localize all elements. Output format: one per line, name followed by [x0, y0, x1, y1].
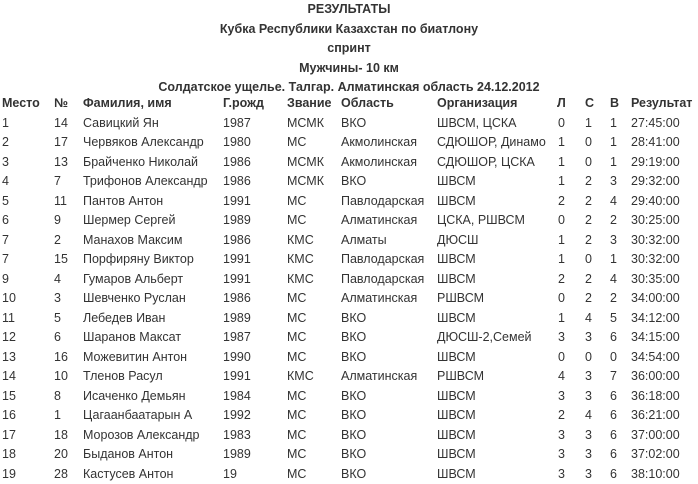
cell-penalty-prone: 0 — [558, 289, 565, 309]
cell-place: 7 — [2, 231, 9, 251]
cell-penalty-total: 6 — [610, 406, 617, 426]
table-row — [0, 133, 698, 153]
cell-bib: 3 — [54, 289, 61, 309]
table-header-row — [0, 94, 698, 114]
cell-rank: КМС — [287, 367, 314, 387]
cell-name: Червяков Александр — [83, 133, 204, 153]
cell-organization: ШВСМ — [437, 387, 476, 407]
cell-region: ВКО — [341, 114, 366, 134]
cell-penalty-total: 7 — [610, 367, 617, 387]
column-header-result-time: Результат — [631, 94, 692, 114]
table-row — [0, 211, 698, 231]
cell-organization: СДЮШОР, Динамо — [437, 133, 546, 153]
cell-rank: МС — [287, 289, 306, 309]
cell-bib: 2 — [54, 231, 61, 251]
cell-result-time: 29:40:00 — [631, 192, 680, 212]
cell-penalty-standing: 3 — [585, 367, 592, 387]
cell-penalty-standing: 4 — [585, 309, 592, 329]
table-row — [0, 387, 698, 407]
cell-penalty-prone: 3 — [558, 445, 565, 465]
cell-birth-year: 1990 — [223, 348, 251, 368]
cell-birth-year: 1980 — [223, 133, 251, 153]
cell-name: Шаранов Максат — [83, 328, 181, 348]
cell-penalty-prone: 2 — [558, 270, 565, 290]
table-row — [0, 231, 698, 251]
cell-region: Алматинская — [341, 211, 417, 231]
cell-region: Акмолинская — [341, 133, 417, 153]
cell-birth-year: 1989 — [223, 445, 251, 465]
cell-penalty-prone: 1 — [558, 250, 565, 270]
cell-organization: ШВСМ — [437, 465, 476, 484]
cell-penalty-total: 1 — [610, 133, 617, 153]
cell-organization: РШВСМ — [437, 367, 484, 387]
cell-organization: ШВСМ — [437, 192, 476, 212]
cell-penalty-standing: 2 — [585, 192, 592, 212]
cell-penalty-prone: 3 — [558, 328, 565, 348]
cell-penalty-prone: 1 — [558, 309, 565, 329]
table-row — [0, 153, 698, 173]
cell-result-time: 30:32:00 — [631, 231, 680, 251]
cell-penalty-standing: 3 — [585, 387, 592, 407]
cell-name: Тленов Расул — [83, 367, 163, 387]
table-row — [0, 328, 698, 348]
column-header-penalty-prone: Л — [557, 94, 566, 114]
cell-bib: 11 — [54, 192, 67, 212]
cell-birth-year: 1991 — [223, 270, 251, 290]
cell-penalty-standing: 2 — [585, 270, 592, 290]
cell-bib: 28 — [54, 465, 68, 484]
cell-place: 1 — [2, 114, 9, 134]
cell-birth-year: 1984 — [223, 387, 251, 407]
cell-penalty-standing: 4 — [585, 406, 592, 426]
cell-birth-year: 1991 — [223, 367, 251, 387]
event-name: Кубка Республики Казахстан по биатлону — [0, 20, 698, 40]
cell-result-time: 36:18:00 — [631, 387, 680, 407]
cell-penalty-total: 2 — [610, 211, 617, 231]
cell-bib: 20 — [54, 445, 68, 465]
cell-region: ВКО — [341, 426, 366, 446]
cell-region: Алматы — [341, 231, 387, 251]
cell-penalty-standing: 2 — [585, 289, 592, 309]
cell-result-time: 38:10:00 — [631, 465, 680, 484]
cell-result-time: 30:35:00 — [631, 270, 680, 290]
cell-birth-year: 1991 — [223, 250, 251, 270]
cell-place: 11 — [2, 309, 15, 329]
cell-penalty-prone: 1 — [558, 133, 565, 153]
column-header-region: Область — [341, 94, 394, 114]
cell-birth-year: 1987 — [223, 114, 251, 134]
cell-result-time: 37:02:00 — [631, 445, 680, 465]
cell-rank: МС — [287, 328, 306, 348]
cell-rank: МС — [287, 426, 306, 446]
cell-result-time: 34:00:00 — [631, 289, 680, 309]
cell-rank: КМС — [287, 250, 314, 270]
cell-place: 10 — [2, 289, 16, 309]
column-header-name: Фамилия, имя — [83, 94, 172, 114]
cell-penalty-standing: 2 — [585, 172, 592, 192]
cell-penalty-standing: 3 — [585, 426, 592, 446]
cell-result-time: 29:19:00 — [631, 153, 680, 173]
column-header-rank: Звание — [287, 94, 332, 114]
cell-birth-year: 19 — [223, 465, 237, 484]
cell-penalty-prone: 0 — [558, 348, 565, 368]
cell-bib: 5 — [54, 309, 61, 329]
cell-penalty-total: 4 — [610, 270, 617, 290]
cell-place: 19 — [2, 465, 16, 484]
cell-place: 6 — [2, 211, 9, 231]
cell-penalty-prone: 3 — [558, 387, 565, 407]
cell-organization: ШВСМ — [437, 445, 476, 465]
cell-penalty-prone: 1 — [558, 153, 565, 173]
cell-penalty-prone: 1 — [558, 231, 565, 251]
cell-bib: 13 — [54, 153, 68, 173]
cell-rank: МСМК — [287, 172, 324, 192]
cell-penalty-standing: 3 — [585, 328, 592, 348]
cell-rank: МС — [287, 133, 306, 153]
cell-result-time: 29:32:00 — [631, 172, 680, 192]
cell-name: Быданов Антон — [83, 445, 173, 465]
column-header-place: Место — [2, 94, 40, 114]
cell-penalty-standing: 0 — [585, 250, 592, 270]
cell-bib: 17 — [54, 133, 68, 153]
cell-birth-year: 1986 — [223, 172, 251, 192]
cell-place: 17 — [2, 426, 16, 446]
cell-name: Цагаанбаатарын А — [83, 406, 192, 426]
cell-birth-year: 1989 — [223, 309, 251, 329]
table-row — [0, 445, 698, 465]
cell-penalty-total: 3 — [610, 231, 617, 251]
cell-bib: 10 — [54, 367, 68, 387]
cell-name: Порфиряну Виктор — [83, 250, 194, 270]
cell-penalty-standing: 0 — [585, 348, 592, 368]
cell-name: Гумаров Альберт — [83, 270, 183, 290]
cell-rank: МС — [287, 348, 306, 368]
table-row — [0, 465, 698, 484]
cell-birth-year: 1986 — [223, 289, 251, 309]
cell-region: ВКО — [341, 445, 366, 465]
page-title: РЕЗУЛЬТАТЫ — [0, 0, 698, 20]
cell-penalty-total: 1 — [610, 114, 617, 134]
category: Мужчины- 10 км — [0, 59, 698, 79]
cell-bib: 15 — [54, 250, 68, 270]
cell-region: ВКО — [341, 328, 366, 348]
cell-region: ВКО — [341, 348, 366, 368]
cell-penalty-total: 6 — [610, 445, 617, 465]
table-row — [0, 270, 698, 290]
cell-region: ВКО — [341, 406, 366, 426]
table-row — [0, 250, 698, 270]
cell-penalty-prone: 2 — [558, 192, 565, 212]
cell-name: Лебедев Иван — [83, 309, 165, 329]
cell-region: Акмолинская — [341, 153, 417, 173]
cell-bib: 18 — [54, 426, 68, 446]
cell-name: Савицкий Ян — [83, 114, 159, 134]
cell-region: Павлодарская — [341, 270, 424, 290]
cell-birth-year: 1986 — [223, 153, 251, 173]
table-row — [0, 367, 698, 387]
cell-penalty-prone: 3 — [558, 426, 565, 446]
cell-organization: ШВСМ — [437, 250, 476, 270]
cell-penalty-prone: 1 — [558, 172, 565, 192]
cell-birth-year: 1992 — [223, 406, 251, 426]
cell-result-time: 36:21:00 — [631, 406, 680, 426]
cell-rank: МС — [287, 309, 306, 329]
cell-penalty-total: 1 — [610, 250, 617, 270]
cell-penalty-standing: 1 — [585, 114, 592, 134]
cell-penalty-prone: 0 — [558, 211, 565, 231]
column-header-birth-year: Г.рожд — [223, 94, 264, 114]
cell-place: 18 — [2, 445, 16, 465]
cell-place: 2 — [2, 133, 9, 153]
cell-organization: ШВСМ — [437, 406, 476, 426]
cell-penalty-total: 6 — [610, 426, 617, 446]
cell-penalty-standing: 0 — [585, 133, 592, 153]
results-header — [0, 0, 698, 98]
cell-place: 3 — [2, 153, 9, 173]
cell-place: 9 — [2, 270, 9, 290]
cell-place: 12 — [2, 328, 16, 348]
cell-organization: СДЮШОР, ЦСКА — [437, 153, 535, 173]
cell-place: 5 — [2, 192, 9, 212]
cell-penalty-total: 0 — [610, 348, 617, 368]
cell-place: 15 — [2, 387, 16, 407]
column-header-organization: Организация — [437, 94, 517, 114]
cell-region: ВКО — [341, 387, 366, 407]
table-row — [0, 426, 698, 446]
cell-organization: ШВСМ — [437, 309, 476, 329]
cell-organization: ЦСКА, РШВСМ — [437, 211, 525, 231]
cell-penalty-prone: 0 — [558, 114, 565, 134]
cell-penalty-total: 5 — [610, 309, 617, 329]
cell-result-time: 27:45:00 — [631, 114, 680, 134]
cell-region: ВКО — [341, 309, 366, 329]
cell-place: 4 — [2, 172, 9, 192]
cell-rank: МС — [287, 465, 306, 484]
cell-name: Кастусев Антон — [83, 465, 173, 484]
cell-penalty-total: 4 — [610, 192, 617, 212]
cell-result-time: 34:15:00 — [631, 328, 680, 348]
cell-birth-year: 1991 — [223, 192, 251, 212]
location-date: Солдатское ущелье. Талгар. Алматинская область 24.12.2012 — [0, 78, 698, 98]
cell-bib: 1 — [54, 406, 61, 426]
cell-region: ВКО — [341, 172, 366, 192]
cell-place: 7 — [2, 250, 9, 270]
table-row — [0, 172, 698, 192]
cell-penalty-standing: 0 — [585, 153, 592, 173]
cell-rank: КМС — [287, 231, 314, 251]
cell-penalty-standing: 2 — [585, 211, 592, 231]
cell-bib: 6 — [54, 328, 61, 348]
cell-result-time: 30:32:00 — [631, 250, 680, 270]
table-row — [0, 406, 698, 426]
cell-rank: МС — [287, 211, 306, 231]
cell-organization: ШВСМ, ЦСКА — [437, 114, 517, 134]
cell-rank: МС — [287, 192, 306, 212]
table-row — [0, 192, 698, 212]
cell-result-time: 37:00:00 — [631, 426, 680, 446]
cell-penalty-prone: 3 — [558, 465, 565, 484]
cell-penalty-prone: 4 — [558, 367, 565, 387]
cell-organization: ШВСМ — [437, 270, 476, 290]
cell-name: Исаченко Демьян — [83, 387, 186, 407]
table-row — [0, 309, 698, 329]
cell-rank: КМС — [287, 270, 314, 290]
cell-place: 14 — [2, 367, 16, 387]
cell-name: Манахов Максим — [83, 231, 182, 251]
cell-bib: 14 — [54, 114, 68, 134]
cell-birth-year: 1989 — [223, 211, 251, 231]
cell-name: Пантов Антон — [83, 192, 163, 212]
cell-name: Трифонов Александр — [83, 172, 208, 192]
cell-penalty-standing: 2 — [585, 231, 592, 251]
cell-penalty-total: 6 — [610, 465, 617, 484]
cell-rank: МС — [287, 406, 306, 426]
cell-penalty-standing: 3 — [585, 445, 592, 465]
table-row — [0, 289, 698, 309]
cell-organization: ДЮСШ — [437, 231, 478, 251]
column-header-penalty-total: В — [610, 94, 619, 114]
table-row — [0, 114, 698, 134]
cell-penalty-total: 6 — [610, 328, 617, 348]
cell-rank: МС — [287, 387, 306, 407]
cell-name: Можевитин Антон — [83, 348, 187, 368]
discipline: спринт — [0, 39, 698, 59]
cell-region: Алматинская — [341, 289, 417, 309]
cell-penalty-prone: 2 — [558, 406, 565, 426]
cell-penalty-total: 6 — [610, 387, 617, 407]
cell-birth-year: 1983 — [223, 426, 251, 446]
cell-bib: 4 — [54, 270, 61, 290]
cell-name: Шевченко Руслан — [83, 289, 186, 309]
cell-name: Морозов Александр — [83, 426, 199, 446]
cell-organization: РШВСМ — [437, 289, 484, 309]
column-header-penalty-standing: С — [585, 94, 594, 114]
cell-organization: ШВСМ — [437, 348, 476, 368]
cell-rank: МСМК — [287, 114, 324, 134]
cell-penalty-total: 1 — [610, 153, 617, 173]
cell-bib: 16 — [54, 348, 68, 368]
cell-name: Брайченко Николай — [83, 153, 198, 173]
cell-penalty-standing: 3 — [585, 465, 592, 484]
cell-bib: 9 — [54, 211, 61, 231]
cell-organization: ШВСМ — [437, 172, 476, 192]
results-table — [0, 94, 698, 484]
cell-result-time: 36:00:00 — [631, 367, 680, 387]
cell-result-time: 30:25:00 — [631, 211, 680, 231]
cell-result-time: 34:12:00 — [631, 309, 680, 329]
cell-result-time: 34:54:00 — [631, 348, 680, 368]
cell-penalty-total: 2 — [610, 289, 617, 309]
cell-birth-year: 1987 — [223, 328, 251, 348]
cell-rank: МСМК — [287, 153, 324, 173]
cell-result-time: 28:41:00 — [631, 133, 680, 153]
cell-penalty-total: 3 — [610, 172, 617, 192]
cell-organization: ШВСМ — [437, 426, 476, 446]
cell-place: 16 — [2, 406, 16, 426]
cell-place: 13 — [2, 348, 16, 368]
cell-region: ВКО — [341, 465, 366, 484]
cell-rank: МС — [287, 445, 306, 465]
cell-birth-year: 1986 — [223, 231, 251, 251]
cell-region: Алматинская — [341, 367, 417, 387]
cell-region: Павлодарская — [341, 192, 424, 212]
cell-name: Шермер Сергей — [83, 211, 175, 231]
cell-bib: 8 — [54, 387, 61, 407]
table-row — [0, 348, 698, 368]
column-header-bib: № — [54, 94, 68, 114]
cell-region: Павлодарская — [341, 250, 424, 270]
cell-organization: ДЮСШ-2,Семей — [437, 328, 532, 348]
cell-bib: 7 — [54, 172, 61, 192]
